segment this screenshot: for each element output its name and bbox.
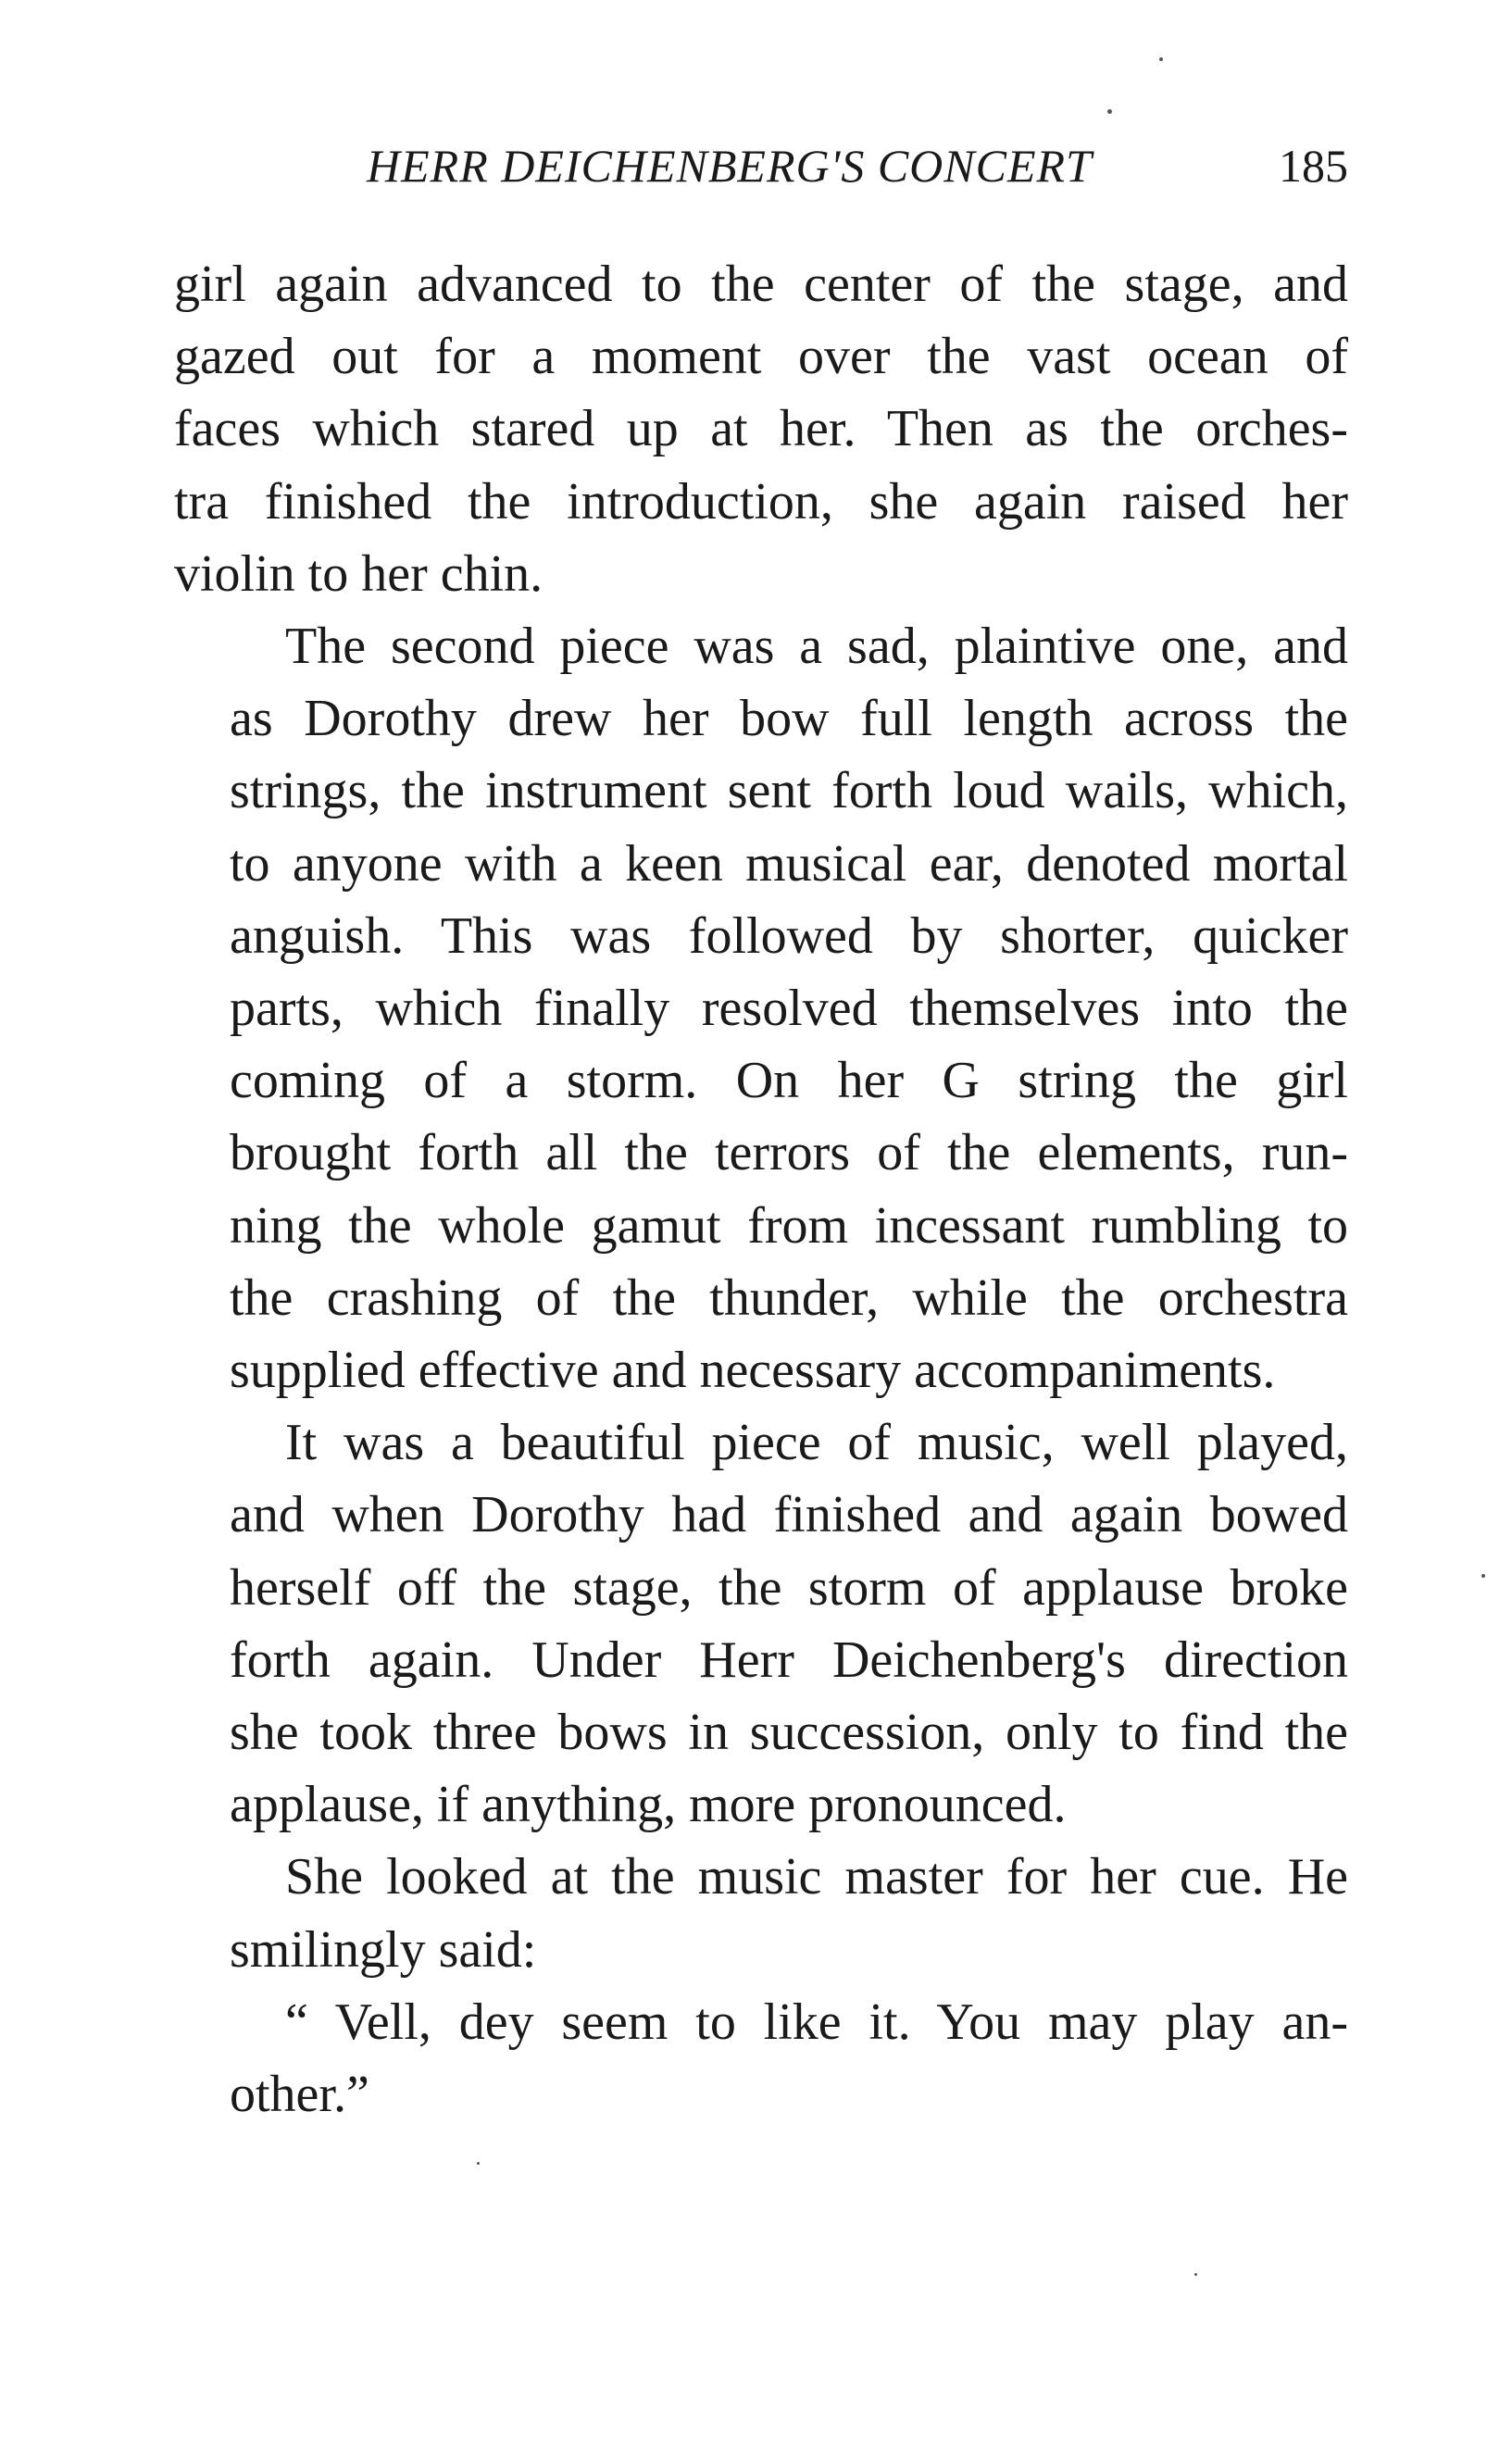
text-line: and when Dorothy had finished and again bowed (230, 1486, 1348, 1544)
paragraph-4 (174, 1841, 1348, 1985)
scan-speck (1481, 1574, 1485, 1578)
paragraph-1 (174, 248, 1348, 610)
text-line: gazed out for a moment over the vast ocean of (174, 328, 1348, 386)
page-number: 185 (1279, 140, 1348, 192)
text-line: She looked at the music master for her cue. He (285, 1848, 1348, 1906)
text-line: to anyone with a keen musical ear, denoted mortal (230, 834, 1348, 893)
body-text (174, 248, 1348, 2130)
text-line: violin to her chin. (174, 544, 544, 603)
paragraph-3 (174, 1406, 1348, 1841)
text-line: tra finished the introduction, she again raised her (174, 472, 1348, 531)
paragraph-5 (174, 1986, 1348, 2130)
text-line: girl again advanced to the center of the stage, and (174, 256, 1348, 313)
scan-speck (1194, 2273, 1197, 2276)
text-line: anguish. This was followed by shorter, quicker (230, 906, 1348, 965)
text-line: coming of a storm. On her G string the girl (230, 1052, 1348, 1110)
text-line: strings, the instrument sent forth loud wails, which, (230, 762, 1348, 820)
running-head (174, 139, 1348, 213)
scan-speck (1107, 109, 1112, 114)
text-line: forth again. Under Herr Deichenberg's direction (230, 1631, 1348, 1689)
text-line: supplied effective and necessary accompaniments. (230, 1342, 1276, 1400)
paragraph-2 (174, 610, 1348, 1406)
scan-speck (477, 2162, 480, 2165)
text-line: smilingly said: (230, 1920, 537, 1979)
text-line: other.” (230, 2066, 369, 2124)
text-line: the crashing of the thunder, while the orchestra (230, 1268, 1348, 1327)
text-line: “ Vell, dey seem to like it. You may play an- (285, 1993, 1348, 2051)
text-line: It was a beautiful piece of music, well played, (285, 1414, 1348, 1472)
text-line: herself off the stage, the storm of applause broke (230, 1558, 1348, 1617)
text-line: faces which stared up at her. Then as the orches- (174, 400, 1348, 458)
running-title: HERR DEICHENBERG'S CONCERT (367, 140, 1093, 192)
text-line: as Dorothy drew her bow full length across the (230, 690, 1348, 748)
text-line: ning the whole gamut from incessant rumbling to (230, 1196, 1348, 1255)
text-line: The second piece was a sad, plaintive one, and (285, 618, 1348, 676)
text-line: she took three bows in succession, only to find the (230, 1704, 1348, 1762)
text-line: applause, if anything, more pronounced. (230, 1776, 1067, 1834)
scan-speck (1159, 57, 1163, 61)
text-line: brought forth all the terrors of the elements, run- (230, 1124, 1348, 1182)
text-line: parts, which finally resolved themselves into the (230, 980, 1348, 1038)
